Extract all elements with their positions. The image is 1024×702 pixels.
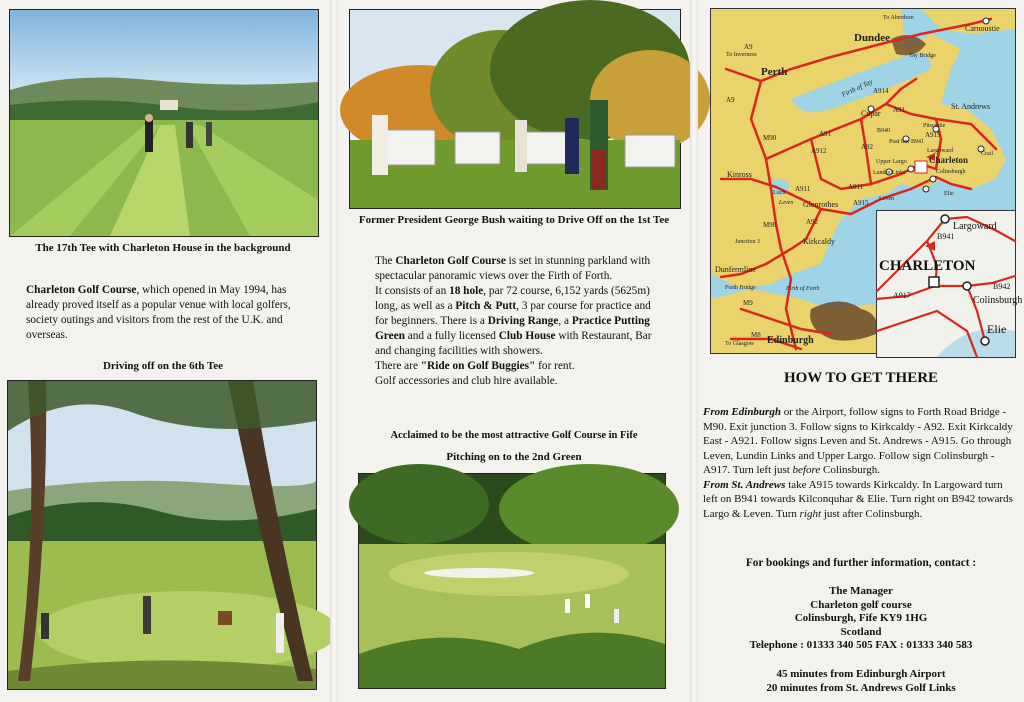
map-label: Dunfermline [715,265,756,274]
contact-phone: Telephone : 01333 340 505 FAX : 01333 340 583 [749,639,973,652]
map-label: Carnoustie [965,24,1000,33]
inset-label: Elie [987,322,1007,336]
map-label: St. Andrews [951,102,991,111]
map-label: To Inverness [726,52,757,58]
inset-label: B942 [993,282,1011,291]
contact-heading: For bookings and further information, contact : [745,557,977,569]
map-label: B940 [877,128,891,134]
travel-time-edinburgh: 45 minutes from Edinburgh Airport [776,668,946,680]
map-label: Pitscottie [923,123,946,129]
map-label: A915 [925,131,941,139]
map-label: A915 [853,199,869,207]
map-label: Lundin Links [873,170,906,176]
map-label: Crail [981,151,993,157]
desc-text: It consists of an [375,285,450,297]
map-label: Upper Largo [876,159,907,165]
map-label: A911 [795,185,811,193]
map-label: M90 [763,134,777,142]
map-label: A92 [806,218,819,226]
map-label: Leven [879,196,894,202]
fold-line [690,0,698,702]
desc-bold: 18 hole [449,285,484,297]
desc-bold: Practice Putting Green [375,315,650,342]
desc-text: is set in stunning parkland with spectacular panoramic views over the Firth of Forth. [375,255,651,282]
directions-text [703,405,1015,521]
contact-line: Scotland [840,625,882,638]
intro-text: , which opened in May 1994, has already proved itself as a popular venue with local golfers, society outings and visitors from the rest of the U.K. and overseas. [26,284,291,341]
desc-bold: Club House [498,330,556,342]
map-label: A911 [848,183,864,191]
map-label: A91 [819,130,832,138]
contact-line: Charleton golf course [810,598,912,611]
from-standrews-label: From St. Andrews [703,478,786,491]
map-label: Leven [779,200,794,206]
map-label: A9 [726,96,735,104]
map-label: A92 [861,143,874,151]
desc-text: for rent. [535,360,575,372]
map-label: Dundee [854,32,891,44]
contact-block [698,585,1024,653]
panel-middle [338,0,690,702]
map-label: Elie [944,191,954,197]
travel-time-block [698,667,1024,695]
photo-bush-1st-tee [349,9,681,209]
photo-2nd-green [358,473,666,689]
map-label: M8 [751,331,761,339]
map-label: M90 [763,221,777,229]
photo-bush-caption: Former President George Bush waiting to Drive Off on the 1st Tee [358,214,670,226]
photo-17th-tee [9,9,319,237]
from-edinburgh-label: From Edinburgh [703,406,781,418]
directions-right: right [799,507,822,520]
directions-edinburgh: or the Airport, follow signs to Forth Road Bridge - M90. Exit junction 3. Follow signs to Kirkcaldy - A92. Exit Kirkcaldy East - A921. Follow signs Leven and St. Andrews - A915. Go through Leven, Lundin Links and Upper Largo. Follow sign Colinsburgh - A917. Turn left just [703,406,1013,476]
inset-charleton-label: CHARLETON [879,258,976,274]
desc-text: Golf accessories and club hire available. [375,375,558,387]
directions-standrews-end: just after Colinsburgh. [821,507,923,520]
map-label: A912 [811,147,827,155]
acclaim-text: Acclaimed to be the most attractive Golf Course in Fife [390,430,638,441]
desc-bold: Driving Range [487,315,559,327]
map-label: Tay Bridge [909,53,936,59]
directions-before: before [792,464,821,476]
inset-label: B941 [937,232,955,241]
map-label: A914 [873,87,889,95]
map-label: Kirkcaldy [803,237,835,246]
map-label: Charleton [929,155,968,165]
travel-time-standrews: 20 minutes from St. Andrews Golf Links [766,682,956,694]
map-label: Cupar [861,109,881,118]
map-label: Glenrothes [803,200,839,209]
photo-17th-tee-caption: The 17th Tee with Charleton House in the background [35,242,291,254]
map-label: Loch [773,190,786,196]
desc-text: , a [558,315,572,327]
map-label: To Glasgow [725,341,755,347]
directions-standrews: take A915 towards Kirkcaldy. In Largoward turn left on B941 towards Kilconquhar & Elie. Turn right on B942 towards Largo & Leven. Turn [703,478,1013,520]
desc-text: , par 72 course, 6,152 yards (5625m) long, as well as a [375,285,650,312]
contact-line: The Manager [829,585,893,597]
panel-right [698,0,1024,702]
desc-bold: "Ride on Golf Buggies" [420,360,536,372]
map-label: B941 [911,139,925,145]
inset-map [876,210,1023,358]
map-label: Firth of Tay [840,77,874,99]
map-label: Firth of Forth [786,286,820,292]
contact-line: Colinsburgh, Fife KY9 1HG [794,612,928,625]
inset-label: A917 [893,291,911,300]
map-label: M9 [743,299,753,307]
photo-6th-tee-caption: Driving off on the 6th Tee [102,360,224,372]
intro-course-name: Charleton Golf Course [26,284,137,296]
map-label: Kinross [727,170,752,179]
desc-text: and a fully licensed [404,330,499,342]
intro-paragraph [26,283,311,343]
photo-6th-tee [7,380,317,690]
map-label: Junction 3 [735,239,760,245]
desc-text: , 3 par course for practice and for beginners. There is a [375,300,651,327]
map-label: Colinsburgh [936,169,966,175]
map-label: Peat Inn [889,139,909,145]
map-label: Largoward [927,148,954,154]
panel-left [0,0,330,702]
desc-bold: Charleton Golf Course [395,255,506,267]
map-label: Forth Bridge [725,285,756,291]
how-to-get-there-heading: HOW TO GET THERE [783,370,939,386]
map-label: To Aberdeen [883,15,914,21]
map-label: A91 [893,106,906,114]
fold-line [330,0,338,702]
desc-text: with Restaurant, Bar and changing facilities with showers. [375,330,652,357]
desc-text: There are [375,360,421,372]
directions-edinburgh-end: Colinsburgh. [820,464,880,476]
course-description [375,254,660,389]
desc-text: The [375,255,396,267]
map-label: A9 [744,43,753,51]
map-label: Edinburgh [767,335,814,346]
inset-label: Colinsburgh [973,295,1023,306]
map-label: Perth [761,66,788,78]
inset-label: Largoward [953,221,997,232]
desc-bold: Pitch & Putt [455,300,517,312]
photo-2nd-green-caption: Pitching on to the 2nd Green [446,451,582,463]
